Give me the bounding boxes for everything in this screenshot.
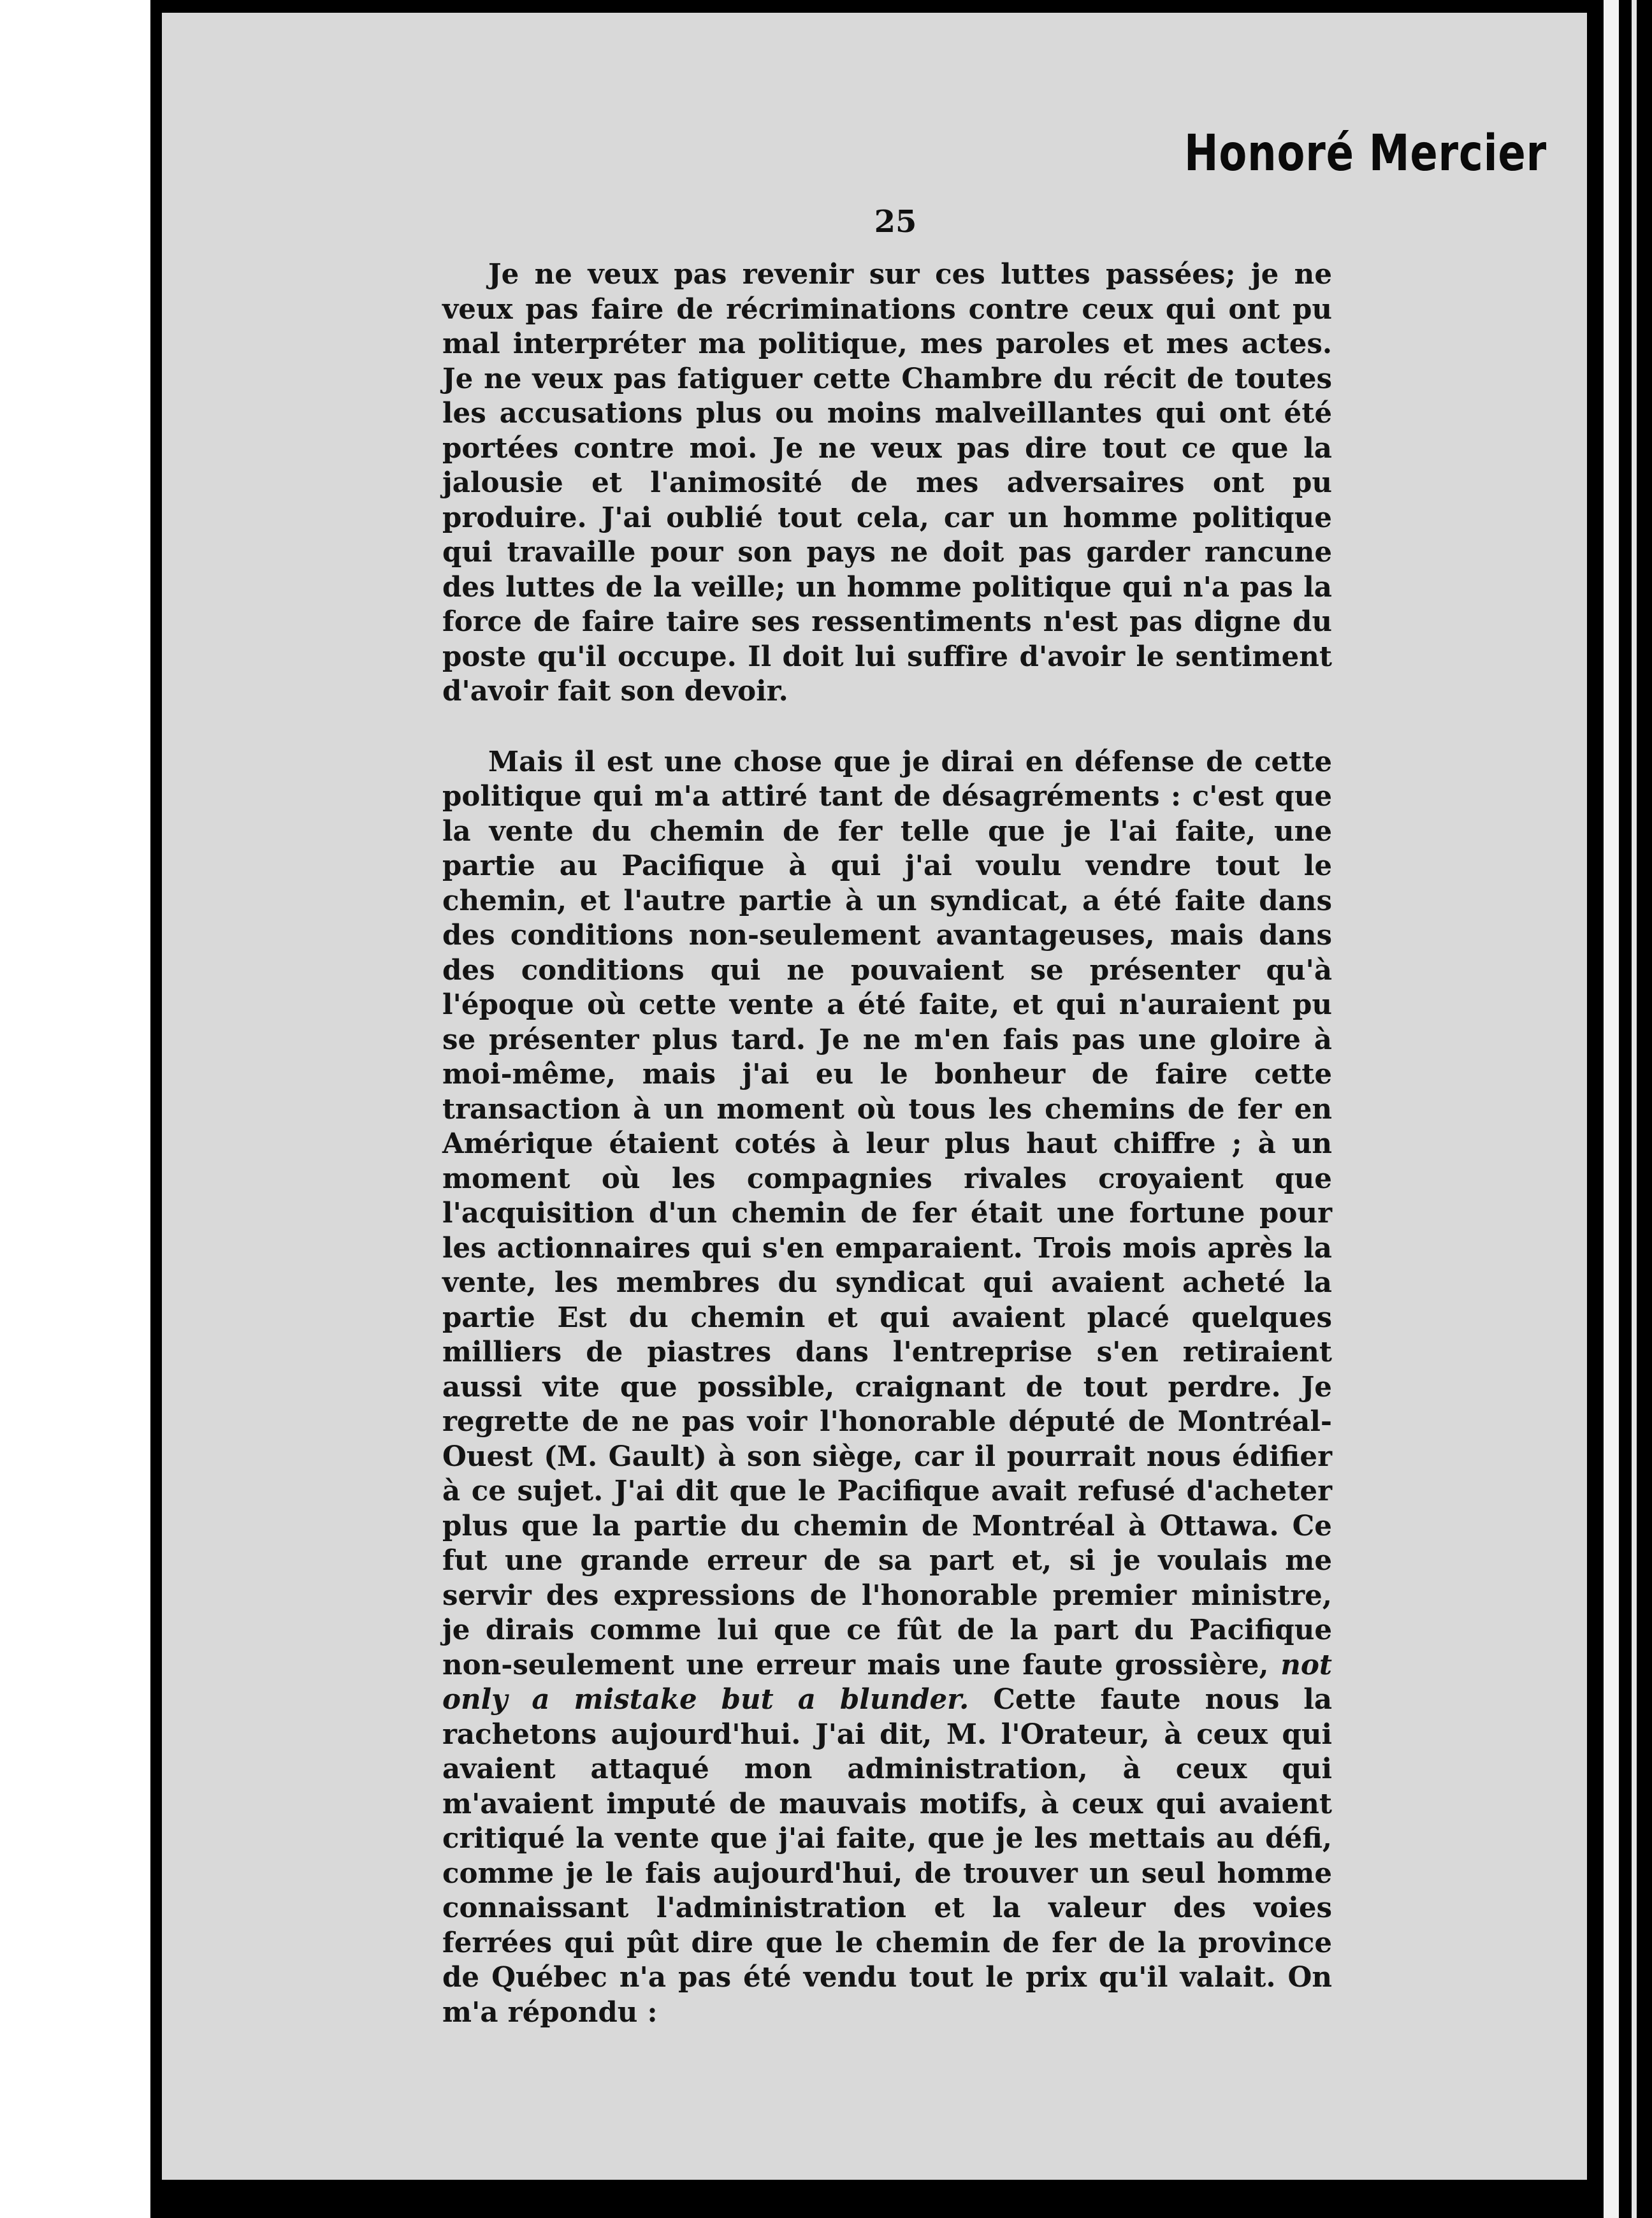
paragraph-2-part-2: Cette faute nous la rachetons aujourd'hui. J'ai dit, M. l'Orateur, à ceux qui avaient attaqué mon administration, à ceux qui m'avaient imputé de mauvais motifs, à ceux qui avaient critiqué la vente que j'ai faite, que je les mettais au défi, comme je le fais aujourd'hui, de trouver un seul homme connaissant l'administration et la valeur des voies ferrées qui pût dire que le chemin de fer de la province de Québec n'a pas été vendu tout le prix qu'il valait. On m'a répondu :: [442, 1683, 1333, 2029]
body-text: [442, 257, 1332, 2030]
right-edge-strip: [1604, 0, 1619, 2218]
left-margin: [0, 0, 150, 2218]
paragraph-2-italic-phrase: not only a mistake but a blunder.: [442, 1648, 1332, 1716]
handwritten-name-annotation: Honoré Mercier: [1184, 125, 1547, 182]
page-number: 25: [874, 204, 917, 240]
right-edge-rule: [1632, 0, 1637, 2218]
paragraph-2-part-1: Mais il est une chose que je dirai en défense de cette politique qui m'a attiré tant de désagréments : c'est que la vente du chemin de fer telle que je l'ai faite, une partie au Pacifique à qui j'ai voulu vendre tout le chemin, et l'autre partie à un syndicat, a été faite dans des conditions non-seulement avantageuses, mais dans des conditions qui ne pouvaient se présenter qu'à l'époque où cette vente a été faite, et qui n'auraient pu se présenter plus tard. Je ne m'en fais pas une gloire à moi-même, mais j'ai eu le bonheur de faire cette transaction à un moment où tous les chemins de fer en Amérique étaient cotés à leur plus haut chiffre ; à un moment où les compagnies rivales croyaient que l'acquisition d'un chemin de fer était une fortune pour les actionnaires qui s'en emparaient. Trois mois après la vente, les membres du syndicat qui avaient acheté la partie Est du chemin et qui avaient placé quelques milliers de piastres dans l'entreprise s'en retiraient aussi vite que possible, craignant de tout perdre. Je regrette de ne pas voir l'honorable député de Montréal-Ouest (M. Gault) à son siège, car il pourrait nous édifier à ce sujet. J'ai dit que le Pacifique avait refusé d'acheter plus que la partie du chemin de Montréal à Ottawa. Ce fut une grande erreur de sa part et, si je voulais me servir des expressions de l'honorable premier ministre, je dirais comme lui que ce fût de la part du Pacifique non-seulement une erreur mais une faute grossière,: [442, 745, 1332, 1681]
paragraph-2: [442, 745, 1332, 2031]
paragraph-1: Je ne veux pas revenir sur ces luttes passées; je ne veux pas faire de récriminations contre ceux qui ont pu mal interpréter ma politique, mes paroles et mes actes. Je ne veux pas fatiguer cette Chambre du récit de toutes les accusations plus ou moins malveillantes qui ont été portées contre moi. Je ne veux pas dire tout ce que la jalousie et l'animosité de mes adversaires ont pu produire. J'ai oublié tout cela, car un homme politique qui travaille pour son pays ne doit pas garder rancune des luttes de la veille; un homme politique qui n'a pas la force de faire taire ses ressentiments n'est pas digne du poste qu'il occupe. Il doit lui suffire d'avoir le sentiment d'avoir fait son devoir.: [442, 258, 1332, 707]
